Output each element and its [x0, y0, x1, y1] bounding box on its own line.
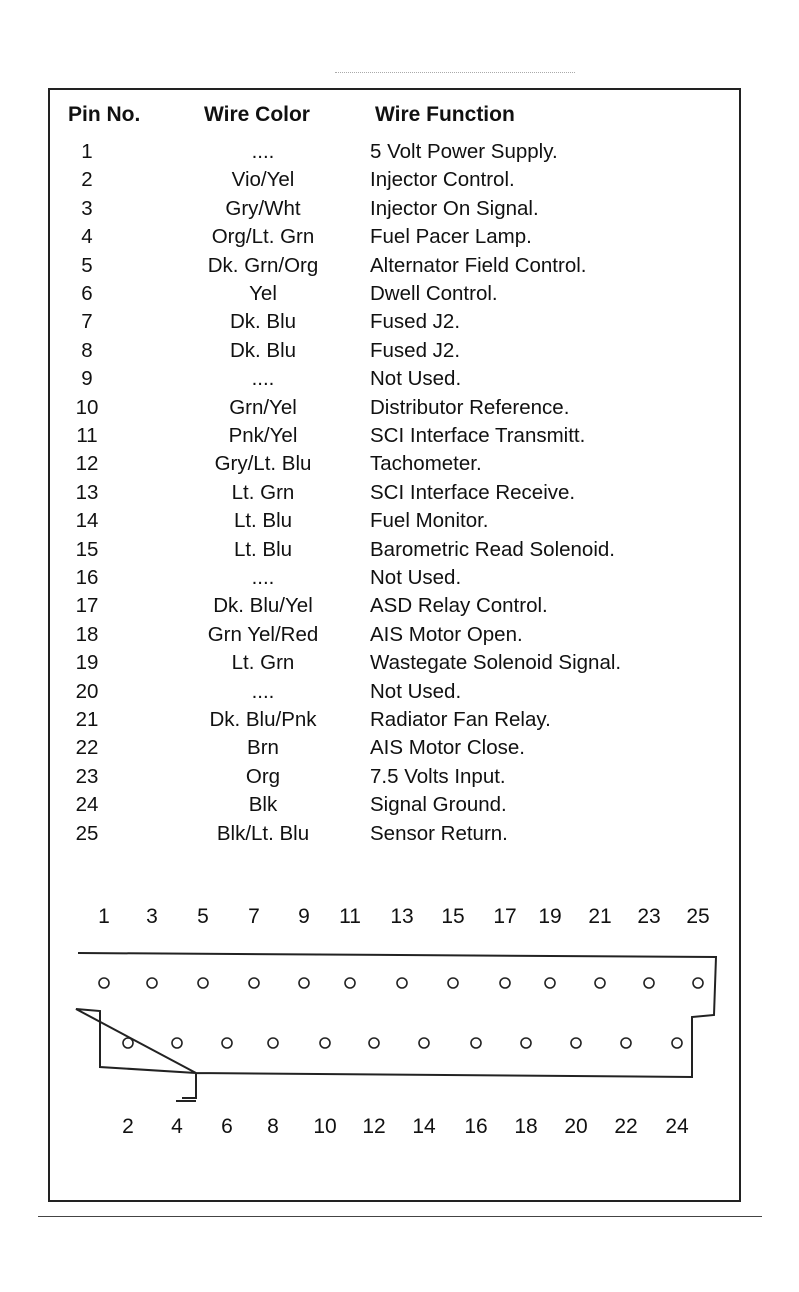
pin-label: 21 [588, 905, 612, 928]
pin-hole [693, 978, 703, 988]
pin-label: 12 [362, 1115, 386, 1138]
pin-label: 20 [564, 1115, 588, 1138]
wire-color: Brn [247, 736, 279, 760]
wire-function: Not Used. [370, 367, 462, 391]
pin-hole [621, 1038, 631, 1048]
wire-function: Dwell Control. [370, 282, 498, 305]
wire-function: Fused J2. [370, 310, 461, 334]
pin-number: 8 [81, 338, 93, 362]
pin-hole [345, 978, 355, 988]
wire-color: .... [251, 566, 275, 589]
wire-function: Not Used. [370, 679, 462, 703]
pin-hole [397, 978, 407, 988]
wire-color: Dk. Blu [229, 338, 297, 362]
pin-label: 7 [248, 905, 260, 928]
pin-hole [448, 978, 458, 988]
pin-hole [123, 1038, 133, 1048]
wire-color: Dk. Blu/Pnk [209, 708, 317, 731]
pin-number: 25 [75, 821, 99, 845]
pin-hole [471, 1038, 481, 1048]
pin-number: 3 [81, 196, 93, 220]
pin-hole [172, 1038, 182, 1048]
pin-hole [545, 978, 555, 988]
pin-hole [268, 1038, 278, 1048]
pin-number: 6 [81, 282, 93, 305]
wire-function: Barometric Read Solenoid. [370, 537, 615, 561]
pin-hole [320, 1038, 330, 1048]
pin-number: 9 [81, 367, 93, 391]
wire-color: Grn/Yel [229, 395, 297, 419]
pin-label: 9 [298, 905, 310, 928]
header-wire-function: Wire Function [375, 103, 515, 126]
connector-outline [76, 953, 716, 1098]
pin-hole [595, 978, 605, 988]
pin-label: 8 [267, 1115, 279, 1138]
pin-number: 12 [75, 452, 99, 476]
pins-top-row [99, 978, 703, 988]
pin-number: 21 [75, 708, 99, 731]
wire-color: Lt. Grn [231, 651, 295, 675]
wire-function: 7.5 Volts Input. [370, 764, 506, 788]
pin-label: 16 [464, 1115, 488, 1138]
pin-label: 24 [665, 1115, 689, 1138]
pin-hole [500, 978, 510, 988]
pin-number: 17 [75, 594, 99, 618]
pin-label: 23 [637, 905, 661, 928]
wire-color: Yel [249, 282, 277, 305]
wire-color: Org [245, 764, 281, 788]
wire-color: Blk [248, 793, 278, 817]
pin-label: 1 [98, 905, 110, 928]
wire-function: 5 Volt Power Supply. [370, 140, 558, 163]
pin-number: 20 [75, 679, 99, 703]
pin-number: 18 [75, 622, 99, 646]
wire-color: .... [251, 140, 275, 163]
wire-color: Vio/Yel [231, 168, 295, 192]
pin-hole [249, 978, 259, 988]
wire-color: Dk. Blu/Yel [213, 594, 313, 618]
wire-function: Wastegate Solenoid Signal. [370, 651, 622, 675]
pin-number: 15 [75, 537, 99, 561]
wire-color: Lt. Blu [233, 509, 293, 533]
wire-function: Injector On Signal. [370, 196, 539, 220]
wire-color: Blk/Lt. Blu [216, 821, 310, 845]
pin-number: 23 [75, 764, 99, 788]
pin-label: 10 [313, 1115, 337, 1138]
pin-number: 16 [75, 566, 99, 589]
wire-function: ASD Relay Control. [370, 594, 548, 618]
pin-number: 7 [81, 310, 93, 334]
pin-label: 13 [390, 905, 414, 928]
pin-hole [299, 978, 309, 988]
pin-hole [521, 1038, 531, 1048]
wire-color: .... [251, 367, 275, 391]
wire-function: Fuel Monitor. [370, 509, 489, 533]
pin-label: 2 [122, 1115, 134, 1138]
pin-label: 17 [493, 905, 517, 928]
pin-hole [198, 978, 208, 988]
wire-function: AIS Motor Close. [370, 736, 525, 760]
pin-hole [222, 1038, 232, 1048]
pin-label: 6 [221, 1115, 233, 1138]
pin-label: 15 [441, 905, 465, 928]
pin-number: 14 [75, 509, 99, 533]
wire-color: .... [251, 679, 275, 703]
pin-label: 11 [339, 905, 361, 928]
wire-color: Dk. Grn/Org [207, 253, 319, 277]
pin-number: 5 [81, 253, 93, 277]
wire-function: Fuel Pacer Lamp. [370, 225, 532, 249]
pin-number: 13 [75, 480, 99, 504]
wire-color: Pnk/Yel [228, 424, 298, 447]
pin-number: 4 [81, 225, 93, 249]
pin-number: 11 [76, 424, 98, 447]
pin-hole [644, 978, 654, 988]
header-pin-no: Pin No. [68, 103, 141, 126]
pin-hole [369, 1038, 379, 1048]
pin-hole [147, 978, 157, 988]
pin-number: 1 [81, 140, 93, 163]
wire-color: Gry/Wht [225, 196, 301, 220]
wire-color: Gry/Lt. Blu [214, 452, 312, 476]
wire-function: Distributor Reference. [370, 395, 570, 419]
wire-color: Org/Lt. Grn [211, 225, 315, 249]
wire-function: Radiator Fan Relay. [370, 708, 551, 731]
wire-function: Sensor Return. [370, 821, 508, 845]
wire-color: Lt. Blu [233, 537, 293, 561]
wire-function: SCI Interface Receive. [370, 480, 576, 504]
pin-number: 22 [75, 736, 99, 760]
pin-number: 2 [81, 168, 93, 192]
wire-function: SCI Interface Transmitt. [370, 424, 586, 447]
wire-function: AIS Motor Open. [370, 622, 523, 646]
pin-label: 3 [146, 905, 158, 928]
pin-label: 25 [686, 905, 710, 928]
pin-label: 5 [197, 905, 209, 928]
pin-label: 22 [614, 1115, 638, 1138]
header-wire-color: Wire Color [204, 103, 310, 126]
pin-label: 14 [412, 1115, 436, 1138]
pin-number: 24 [75, 793, 99, 817]
wire-function: Not Used. [370, 566, 462, 589]
wire-function: Fused J2. [370, 338, 461, 362]
wire-function: Signal Ground. [370, 793, 507, 817]
wire-function: Injector Control. [370, 168, 515, 192]
pin-label: 4 [171, 1115, 183, 1138]
pin-hole [99, 978, 109, 988]
wire-color: Dk. Blu [229, 310, 297, 334]
pin-label: 18 [514, 1115, 538, 1138]
wire-color: Grn Yel/Red [207, 622, 319, 646]
pin-label: 19 [538, 905, 562, 928]
pin-number: 10 [75, 395, 99, 419]
pin-number: 19 [75, 651, 99, 675]
wire-color: Lt. Grn [231, 480, 295, 504]
wire-function: Tachometer. [370, 452, 482, 476]
pin-hole [672, 1038, 682, 1048]
pins-bottom-row [123, 1038, 682, 1048]
pin-hole [571, 1038, 581, 1048]
wire-function: Alternator Field Control. [370, 253, 587, 277]
pin-hole [419, 1038, 429, 1048]
